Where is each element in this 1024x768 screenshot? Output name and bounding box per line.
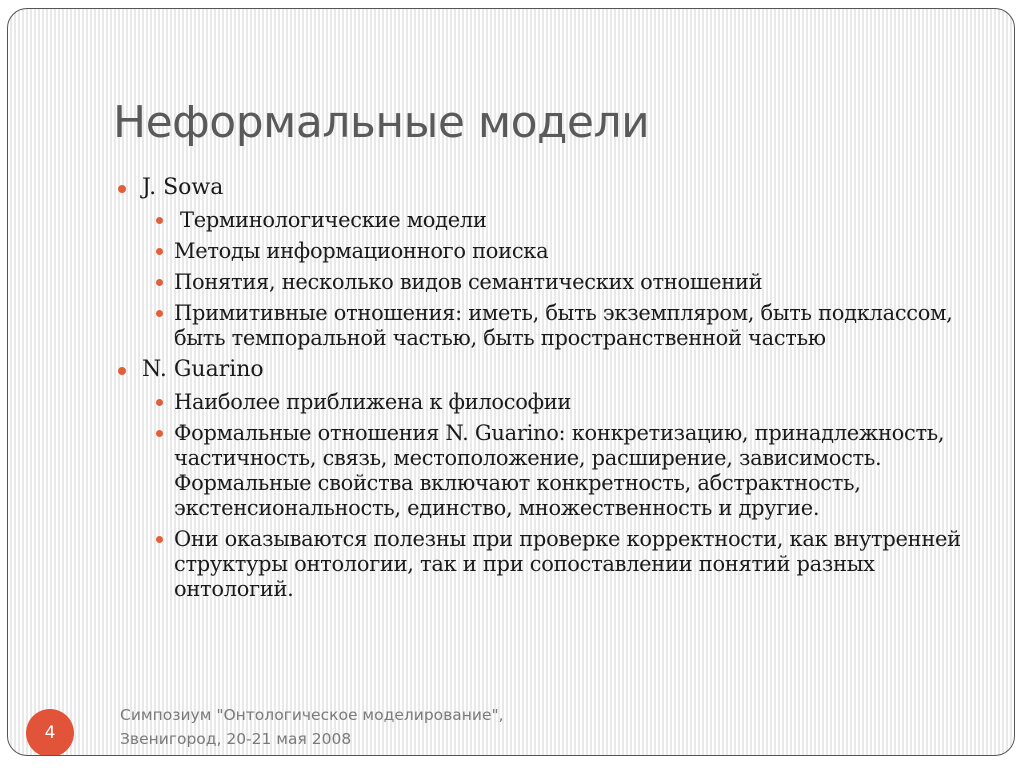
list-item xyxy=(154,239,998,264)
bullet-dot-icon xyxy=(156,536,163,543)
slide xyxy=(7,8,1015,756)
footer xyxy=(120,703,504,751)
list-item-text: Понятия, несколько видов семантических отношений xyxy=(174,270,763,294)
list-item xyxy=(154,301,998,351)
list-item-text: Методы информационного поиска xyxy=(174,239,549,263)
list-item-text: Они оказываются полезны при проверке корректности, как внутренней структуры онтологии, так и при сопоставлении понятий разных онтологий. xyxy=(174,527,961,601)
slide-number-badge: 4 xyxy=(26,709,74,756)
footer-symposium: Симпозиум "Онтологическое моделирование", xyxy=(120,706,504,724)
list-item-text: Терминологические модели xyxy=(180,208,487,232)
list-item-text: Наиболее приближена к философии xyxy=(174,390,572,414)
bullet-dot-icon xyxy=(156,217,163,224)
slide-content xyxy=(118,171,998,608)
bullet-label: N. Guarino xyxy=(142,357,264,382)
slide-title: Неформальные модели xyxy=(113,97,650,148)
list-item xyxy=(154,208,998,233)
guarino-sublist xyxy=(118,390,998,602)
bullet-dot-icon xyxy=(156,279,163,286)
bullet-dot-icon xyxy=(156,248,163,255)
bullet-dot-icon xyxy=(118,185,126,193)
bullet-sowa xyxy=(118,175,998,201)
list-item xyxy=(154,390,998,415)
bullet-dot-icon xyxy=(118,367,126,375)
bullet-guarino xyxy=(118,357,998,383)
list-item xyxy=(154,270,998,295)
list-item-text: Примитивные отношения: иметь, быть экземпляром, быть подклассом, быть темпоральной частью, быть пространственной частью xyxy=(174,301,953,350)
footer-location-date: Звенигород, 20-21 мая 2008 xyxy=(120,730,352,748)
sowa-sublist xyxy=(118,208,998,351)
list-item xyxy=(154,421,998,521)
bullet-dot-icon xyxy=(156,399,163,406)
list-item-text: Формальные отношения N. Guarino: конкретизацию, принадлежность, частичность, связь, местоположение, расширение, зависимость. Формальные свойства включают конкретность, абстрактность, экстенсиональность, единство, множественность и другие. xyxy=(174,421,945,520)
bullet-dot-icon xyxy=(156,310,163,317)
bullet-label: J. Sowa xyxy=(142,175,224,200)
list-item xyxy=(154,527,998,602)
bullet-dot-icon xyxy=(156,430,163,437)
